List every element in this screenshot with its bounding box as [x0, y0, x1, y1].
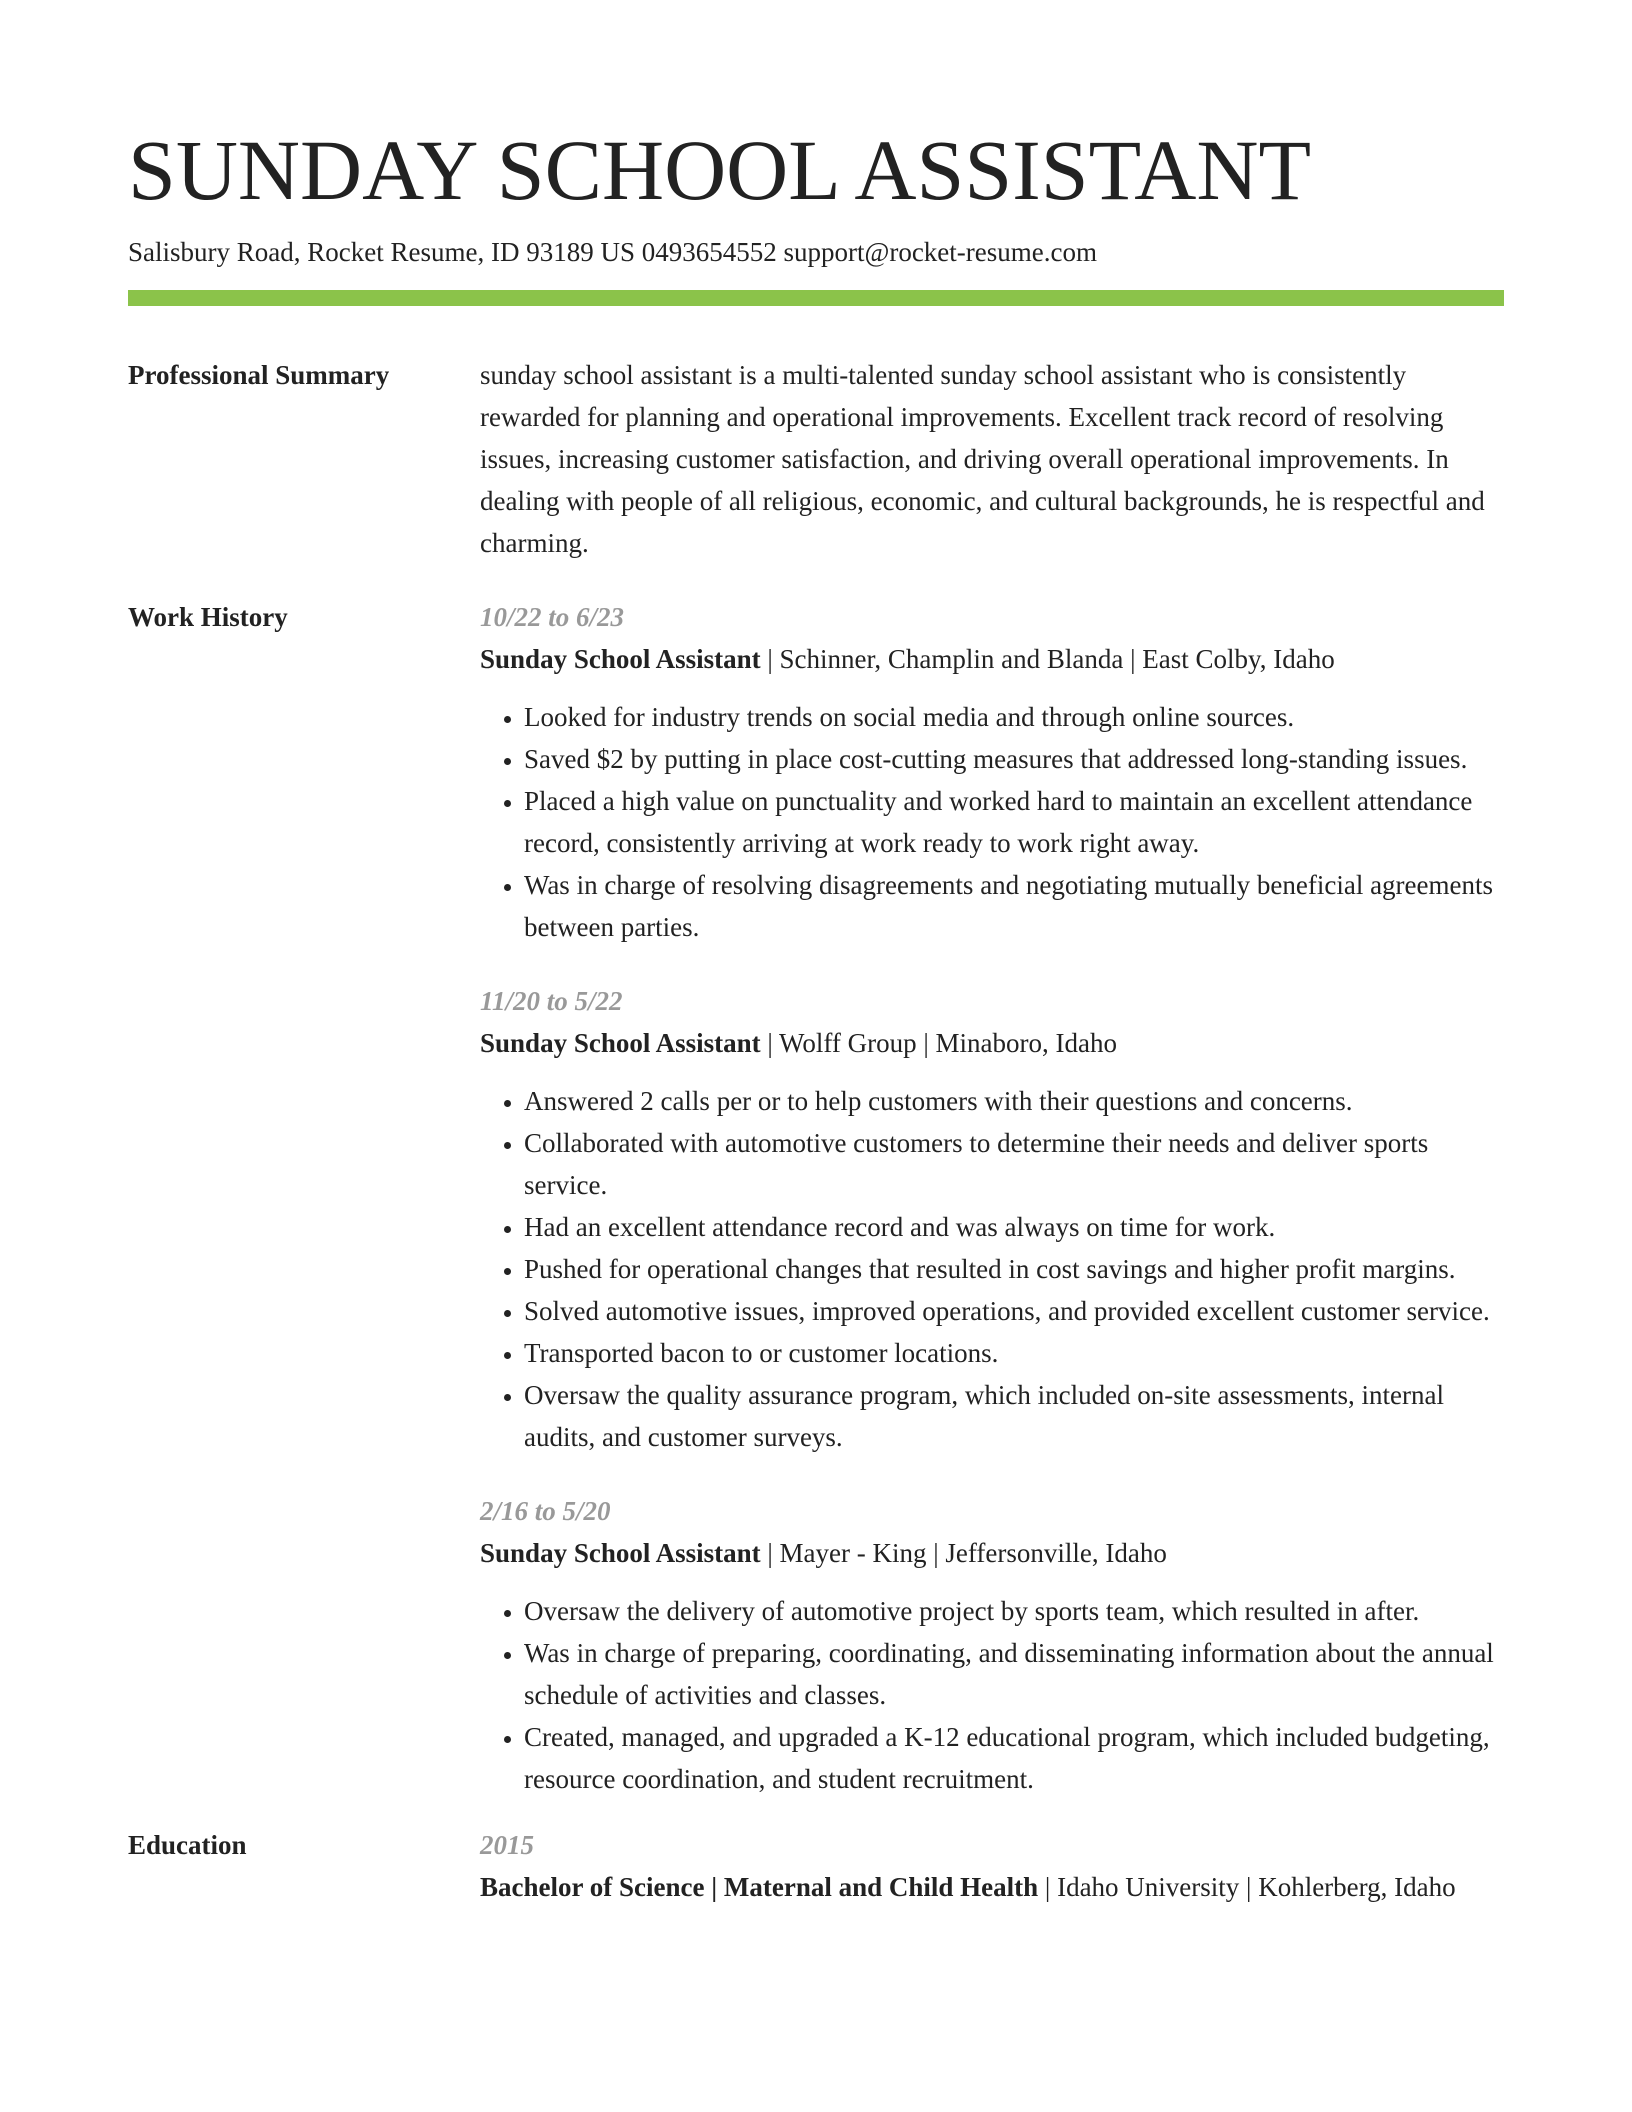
- education-section: [128, 1824, 1504, 1908]
- job-role: Sunday School Assistant: [480, 1538, 761, 1568]
- work-history-label: Work History: [128, 602, 288, 632]
- contact-info: Salisbury Road, Rocket Resume, ID 93189 US 0493654552 support@rocket-resume.com: [128, 237, 1097, 267]
- job-bullets: [480, 696, 1504, 948]
- resume-name: SUNDAY SCHOOL ASSISTANT: [128, 122, 1312, 218]
- job-dates: 10/22 to 6/23: [480, 602, 625, 632]
- job-title-line: [480, 1022, 1504, 1064]
- job-bullet: • Placed a high value on punctuality and worked hard to maintain an excellent attendance record, consistently arriving at work ready to work right away.: [524, 780, 1504, 864]
- education-degree: Bachelor of Science | Maternal and Child Health: [480, 1872, 1039, 1902]
- summary-section: [128, 354, 1504, 564]
- job-title-line: [480, 1532, 1504, 1574]
- job-bullets: [480, 1080, 1504, 1458]
- job-bullet: • Oversaw the quality assurance program, which included on-site assessments, internal audits, and customer surveys.: [524, 1374, 1504, 1458]
- summary-text: sunday school assistant is a multi-talented sunday school assistant who is consistently rewarded for planning and operational improvements. Excellent track record of resolving issues, increasing customer satisfaction, and driving overall operational improvements. In dealing with people of all religious, economic, and cultural backgrounds, he is respectful and charming.: [480, 360, 1485, 558]
- job-bullet: • Created, managed, and upgraded a K-12 educational program, which included budgeting, resource coordination, and student recruitment.: [524, 1716, 1504, 1800]
- job-bullet: • Collaborated with automotive customers to determine their needs and deliver sports service.: [524, 1122, 1504, 1206]
- job-bullet: • Answered 2 calls per or to help customers with their questions and concerns.: [524, 1080, 1504, 1122]
- job-bullet: • Looked for industry trends on social media and through online sources.: [524, 696, 1504, 738]
- job-title-line: [480, 638, 1504, 680]
- job-employer-location: | Schinner, Champlin and Blanda | East Colby, Idaho: [760, 644, 1335, 674]
- work-history-section: [128, 596, 1504, 1800]
- education-year: 2015: [480, 1830, 534, 1860]
- job-bullet: • Solved automotive issues, improved operations, and provided excellent customer service.: [524, 1290, 1504, 1332]
- resume-page: [128, 118, 1504, 1908]
- job-bullet: • Saved $2 by putting in place cost-cutting measures that addressed long-standing issues.: [524, 738, 1504, 780]
- job-role: Sunday School Assistant: [480, 1028, 761, 1058]
- education-entry: [480, 1824, 1504, 1908]
- education-school-location: | Idaho University | Kohlerberg, Idaho: [1038, 1872, 1456, 1902]
- summary-label: Professional Summary: [128, 360, 390, 390]
- job-dates: 2/16 to 5/20: [480, 1496, 611, 1526]
- job-bullet: • Was in charge of resolving disagreements and negotiating mutually beneficial agreements between parties.: [524, 864, 1504, 948]
- job-dates: 11/20 to 5/22: [480, 986, 623, 1016]
- job-bullet: • Oversaw the delivery of automotive project by sports team, which resulted in after.: [524, 1590, 1504, 1632]
- job-entry: [480, 1490, 1504, 1800]
- work-history-list: [480, 596, 1504, 1800]
- education-label: Education: [128, 1830, 247, 1860]
- job-bullet: • Had an excellent attendance record and was always on time for work.: [524, 1206, 1504, 1248]
- job-bullet: • Pushed for operational changes that resulted in cost savings and higher profit margins.: [524, 1248, 1504, 1290]
- job-role: Sunday School Assistant: [480, 644, 761, 674]
- job-entry: [480, 980, 1504, 1458]
- job-bullet: • Transported bacon to or customer locations.: [524, 1332, 1504, 1374]
- job-bullets: [480, 1590, 1504, 1800]
- job-entry: [480, 596, 1504, 948]
- education-title-line: [480, 1866, 1504, 1908]
- job-employer-location: | Mayer - King | Jeffersonville, Idaho: [760, 1538, 1167, 1568]
- job-employer-location: | Wolff Group | Minaboro, Idaho: [760, 1028, 1117, 1058]
- accent-divider: [128, 290, 1504, 306]
- job-bullet: • Was in charge of preparing, coordinating, and disseminating information about the annual schedule of activities and classes.: [524, 1632, 1504, 1716]
